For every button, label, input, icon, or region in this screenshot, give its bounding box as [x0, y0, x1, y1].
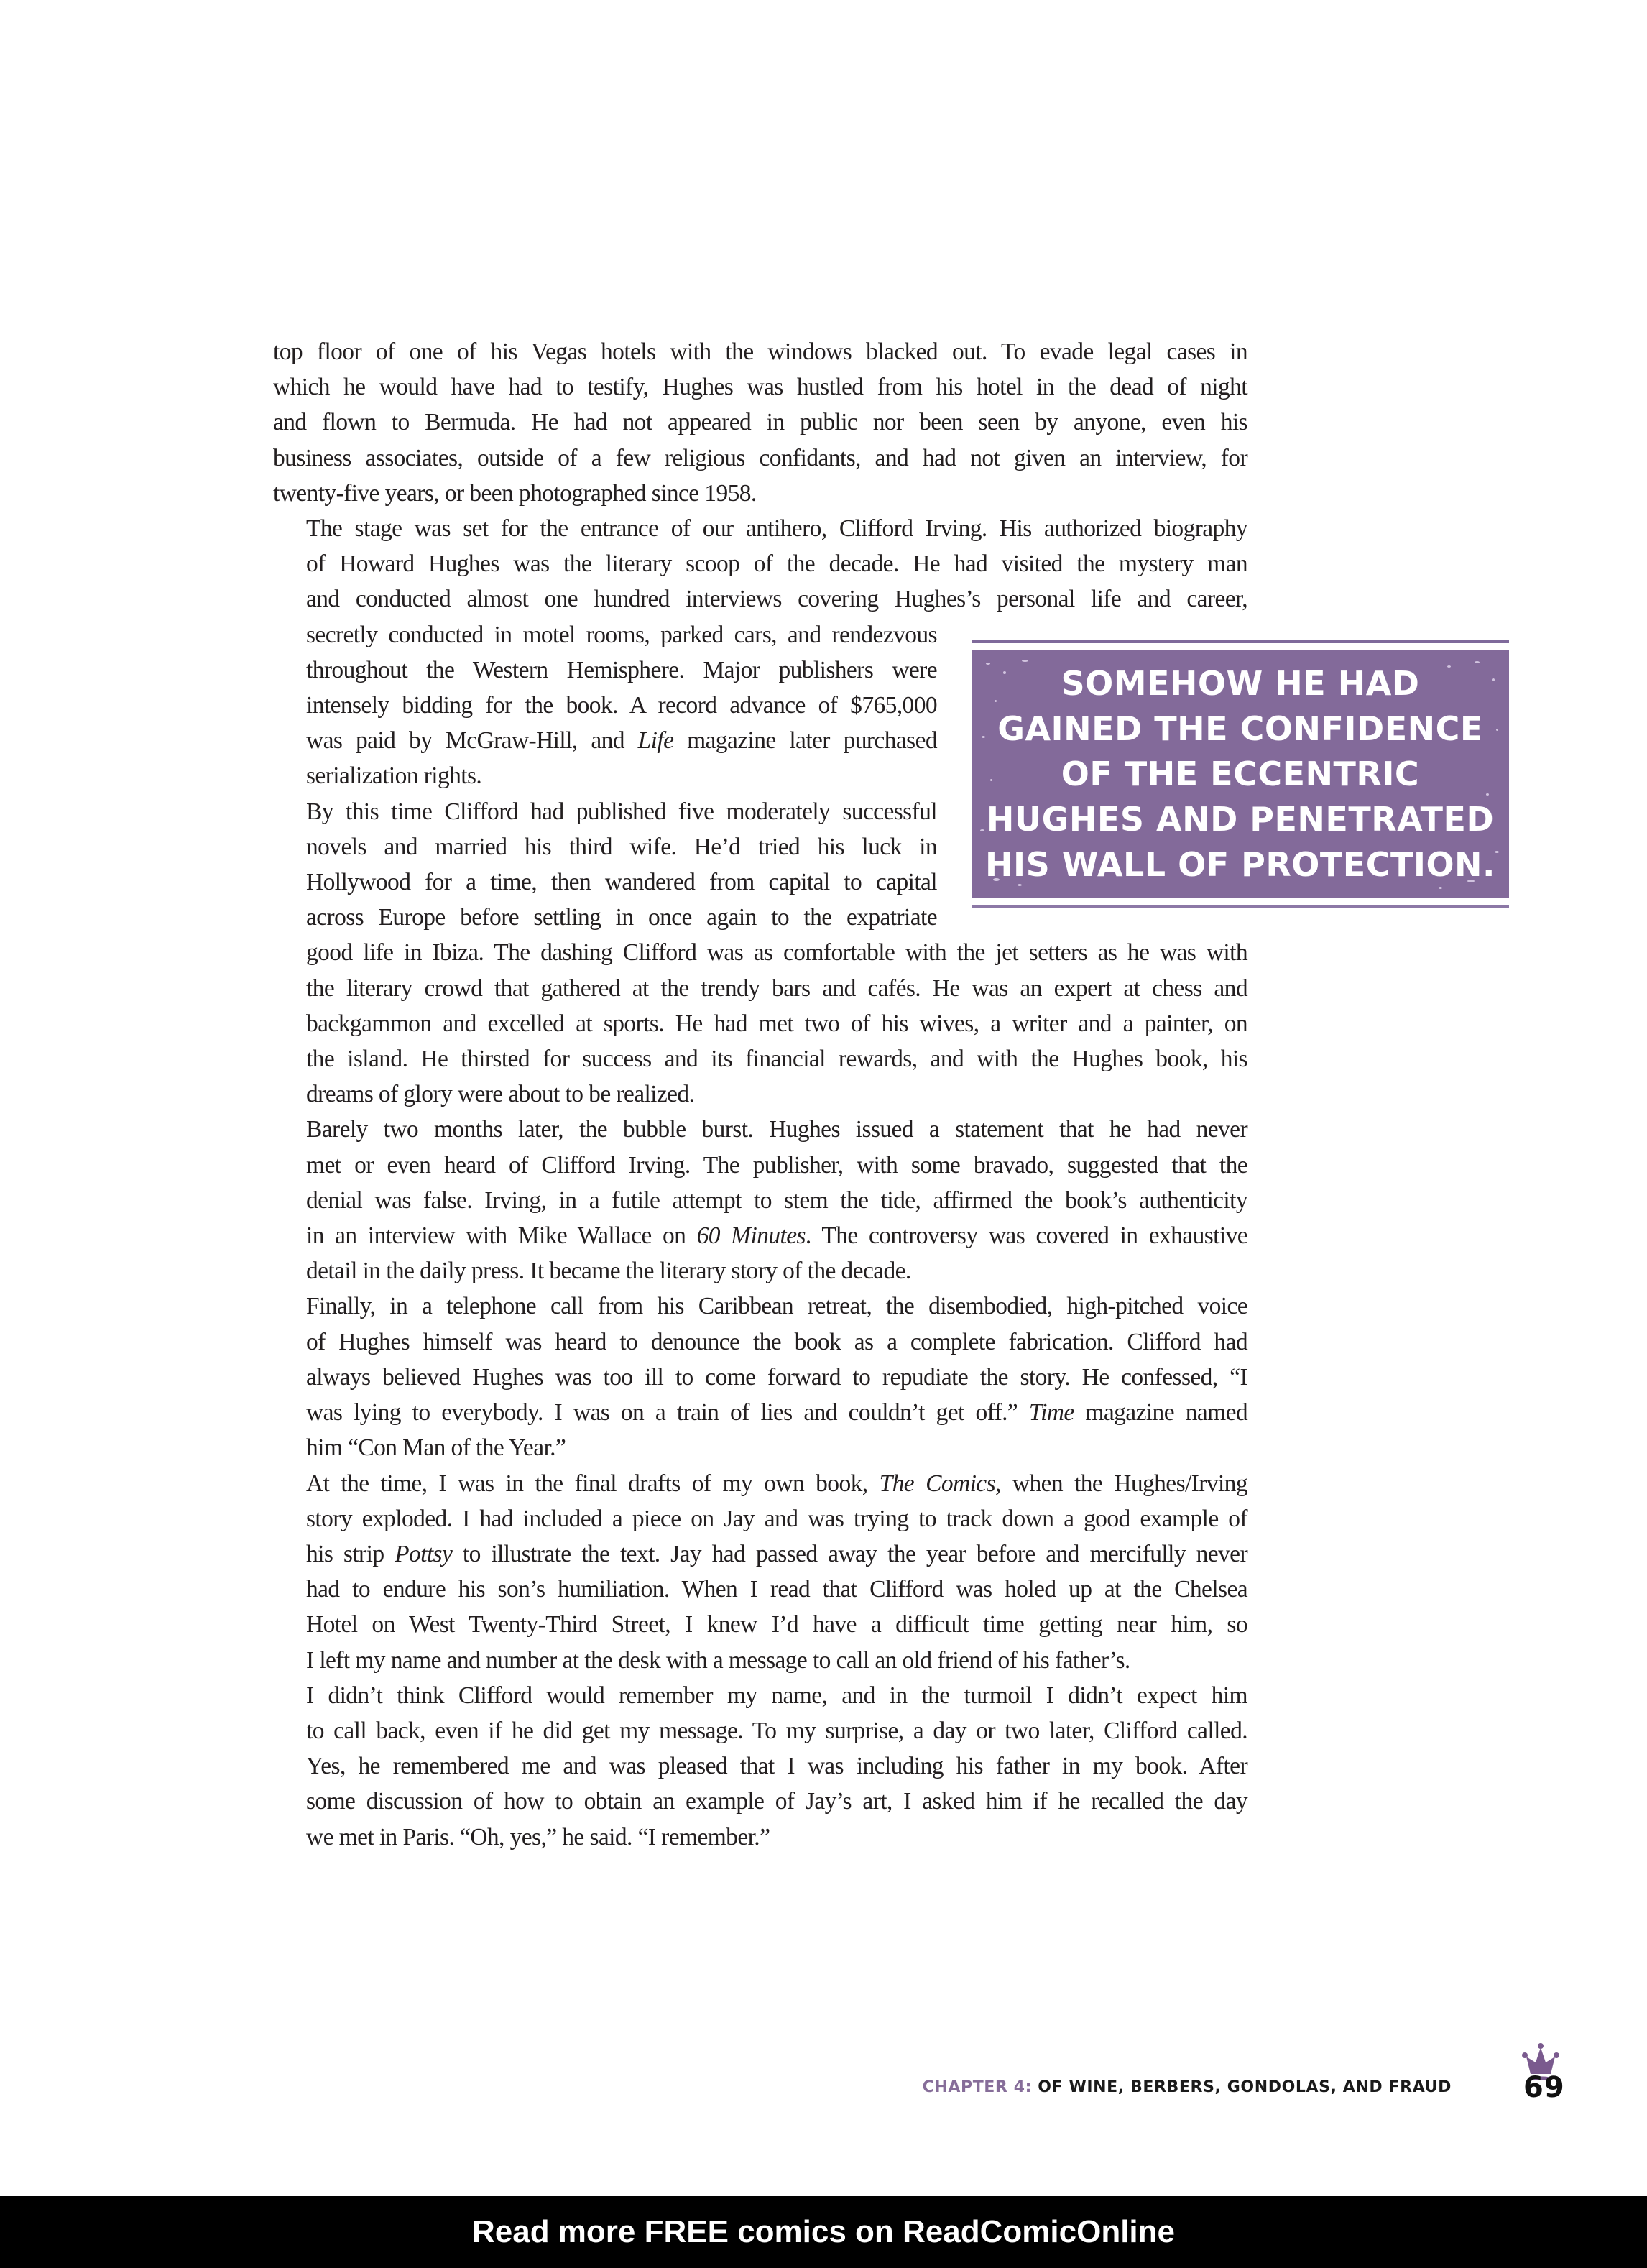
running-head — [923, 2078, 1452, 2096]
paragraph-1 — [273, 334, 1247, 511]
text-line: good life in Ibiza. The dashing Clifford was as comfortable with the jet setters as he was with — [306, 939, 1247, 967]
pull-quote-top-rule — [972, 640, 1509, 643]
text-line: across Europe before settling in once again to the expatriate — [306, 904, 937, 931]
pull-quote-box — [972, 650, 1509, 898]
text-line: novels and married his third wife. He’d tried his luck in — [306, 833, 937, 860]
text-line: we met in Paris. “Oh, yes,” he said. “I remember.” — [306, 1823, 770, 1850]
text-line: The stage was set for the entrance of our antihero, Clifford Irving. His authorized biography — [306, 515, 1247, 543]
page-footer — [922, 2070, 1567, 2113]
text-line: top floor of one of his Vegas hotels with the windows blacked out. To evade legal cases in — [273, 338, 1247, 365]
text-line: detail in the daily press. It became the literary story of the decade. — [306, 1258, 911, 1285]
speckle-texture — [1496, 729, 1498, 731]
text-line: to call back, even if he did get my message. To my surprise, a day or two later, Clifford called. — [306, 1717, 1247, 1744]
text-line: business associates, outside of a few religious confidants, and had not given an interview, for — [273, 444, 1247, 471]
speckle-texture — [982, 736, 985, 738]
text-fragment: magazine named — [1074, 1399, 1247, 1426]
speckle-texture — [1492, 678, 1495, 681]
text-line: story exploded. I had included a piece on Jay and was trying to track down a good example of — [306, 1505, 1247, 1532]
speckle-texture — [995, 700, 997, 702]
page-number: 69 — [1523, 2071, 1565, 2104]
text-line: intensely bidding for the book. A record advance of $765,000 — [306, 692, 937, 719]
chapter-title: OF WINE, BERBERS, GONDOLAS, AND FRAUD — [1032, 2078, 1452, 2096]
speckle-texture — [1447, 665, 1451, 668]
text-line: throughout the Western Hemisphere. Major publishers were — [306, 656, 937, 683]
text-line: some discussion of how to obtain an example of Jay’s art, I asked him if he recalled the day — [306, 1788, 1247, 1815]
text-line — [273, 723, 937, 758]
text-line: the island. He thirsted for success and its financial rewards, and with the Hughes book, his — [306, 1046, 1247, 1073]
text-line: denial was false. Irving, in a futile attempt to stem the tide, affirmed the book’s authenticity — [306, 1186, 1247, 1214]
text-line: Hotel on West Twenty-Third Street, I knew I’d have a difficult time getting near him, so — [306, 1611, 1247, 1638]
text-fragment: . The controversy was covered in exhaustive — [805, 1222, 1247, 1250]
speckle-texture — [990, 779, 992, 781]
text-line: secretly conducted in motel rooms, parked cars, and rendezvous — [306, 621, 937, 648]
paragraph-5 — [273, 1289, 1247, 1465]
text-fragment: was lying to everybody. I was on a train of lies and couldn’t get off.” — [306, 1399, 1029, 1426]
pull-quote-line: OF THE ECCENTRIC — [1061, 754, 1420, 793]
text-line — [273, 1536, 1247, 1572]
speckle-texture — [1003, 671, 1006, 674]
speckle-texture — [1022, 660, 1028, 662]
paragraph-7 — [273, 1678, 1247, 1855]
tv-show-title: 60 Minutes — [696, 1222, 806, 1250]
pull-quote-line: HUGHES AND PENETRATED — [986, 799, 1495, 839]
text-fragment: At the time, I was in the final drafts of my own book, — [306, 1470, 880, 1497]
text-line: met or even heard of Clifford Irving. The publisher, with some bravado, suggested that the — [306, 1151, 1247, 1179]
text-line — [273, 1466, 1247, 1501]
text-fragment: in an interview with Mike Wallace on — [306, 1222, 697, 1250]
pull-quote-line: SOMEHOW HE HAD — [1061, 663, 1420, 703]
text-line: him “Con Man of the Year.” — [306, 1434, 566, 1462]
text-line: the literary crowd that gathered at the trendy bars and cafés. He was an expert at chess and — [306, 974, 1247, 1002]
text-line: Hollywood for a time, then wandered from capital to capital — [306, 869, 937, 896]
speckle-texture — [986, 663, 990, 665]
text-line: of Hughes himself was heard to denounce the book as a complete fabrication. Clifford had — [306, 1328, 1247, 1355]
text-line: had to endure his son’s humiliation. When I read that Clifford was holed up at the Chelsea — [306, 1576, 1247, 1603]
pull-quote — [972, 640, 1509, 908]
text-line: always believed Hughes was too ill to come forward to repudiate the story. He confessed, “I — [306, 1363, 1247, 1391]
promo-banner[interactable] — [0, 2196, 1647, 2268]
pull-quote-line: GAINED THE CONFIDENCE — [997, 709, 1483, 748]
text-line: of Howard Hughes was the literary scoop of the decade. He had visited the mystery man — [306, 550, 1247, 578]
text-fragment: , when the Hughes/Irving — [995, 1470, 1247, 1497]
text-line — [273, 1395, 1247, 1430]
text-line: dreams of glory were about to be realized. — [306, 1081, 695, 1108]
text-line: I didn’t think Clifford would remember my name, and in the turmoil I didn’t expect him — [306, 1682, 1247, 1709]
text-fragment: magazine later purchased — [673, 727, 937, 755]
speckle-texture — [980, 829, 984, 831]
speckle-texture — [1475, 661, 1480, 663]
text-line: twenty-five years, or been photographed since 1958. — [273, 479, 757, 507]
comic-strip-title: Pottsy — [395, 1540, 453, 1567]
body-text — [273, 334, 1247, 1855]
magazine-title: Time — [1028, 1399, 1074, 1426]
text-line: and flown to Bermuda. He had not appeared in public nor been seen by anyone, even his — [273, 409, 1247, 436]
text-line: backgammon and excelled at sports. He had met two of his wives, a writer and a painter, on — [306, 1010, 1247, 1037]
text-line: Barely two months later, the bubble burst. Hughes issued a statement that he had never — [306, 1116, 1247, 1143]
text-line: Yes, he remembered me and was pleased that I was including his father in my book. After — [306, 1753, 1247, 1780]
pull-quote-bottom-rule — [972, 905, 1509, 908]
text-fragment: was paid by McGraw-Hill, and — [306, 727, 638, 755]
text-line: which he would have had to testify, Hughes was hustled from his hotel in the dead of night — [273, 374, 1247, 401]
promo-banner-text[interactable]: Read more FREE comics on ReadComicOnline — [471, 2214, 1175, 2249]
pull-quote-line: HIS WALL OF PROTECTION. — [984, 844, 1496, 884]
book-title: The Comics — [879, 1470, 996, 1497]
text-line — [273, 1218, 1247, 1253]
text-fragment: to illustrate the text. Jay had passed away the year before and mercifully never — [452, 1540, 1248, 1567]
text-line: Finally, in a telephone call from his Caribbean retreat, the disembodied, high-pitched voice — [306, 1293, 1247, 1320]
paragraph-6 — [273, 1466, 1247, 1678]
text-line: I left my name and number at the desk with a message to call an old friend of his father’s. — [306, 1646, 1130, 1674]
text-fragment: his strip — [306, 1540, 395, 1567]
text-line: and conducted almost one hundred interviews covering Hughes’s personal life and career, — [306, 586, 1247, 613]
paragraph-4 — [273, 1112, 1247, 1289]
magazine-title: Life — [637, 727, 674, 755]
text-line: serialization rights. — [306, 762, 482, 790]
chapter-label: CHAPTER 4: — [922, 2078, 1033, 2096]
speckle-texture — [1486, 793, 1489, 796]
text-line: By this time Clifford had published five moderately successful — [306, 798, 937, 825]
